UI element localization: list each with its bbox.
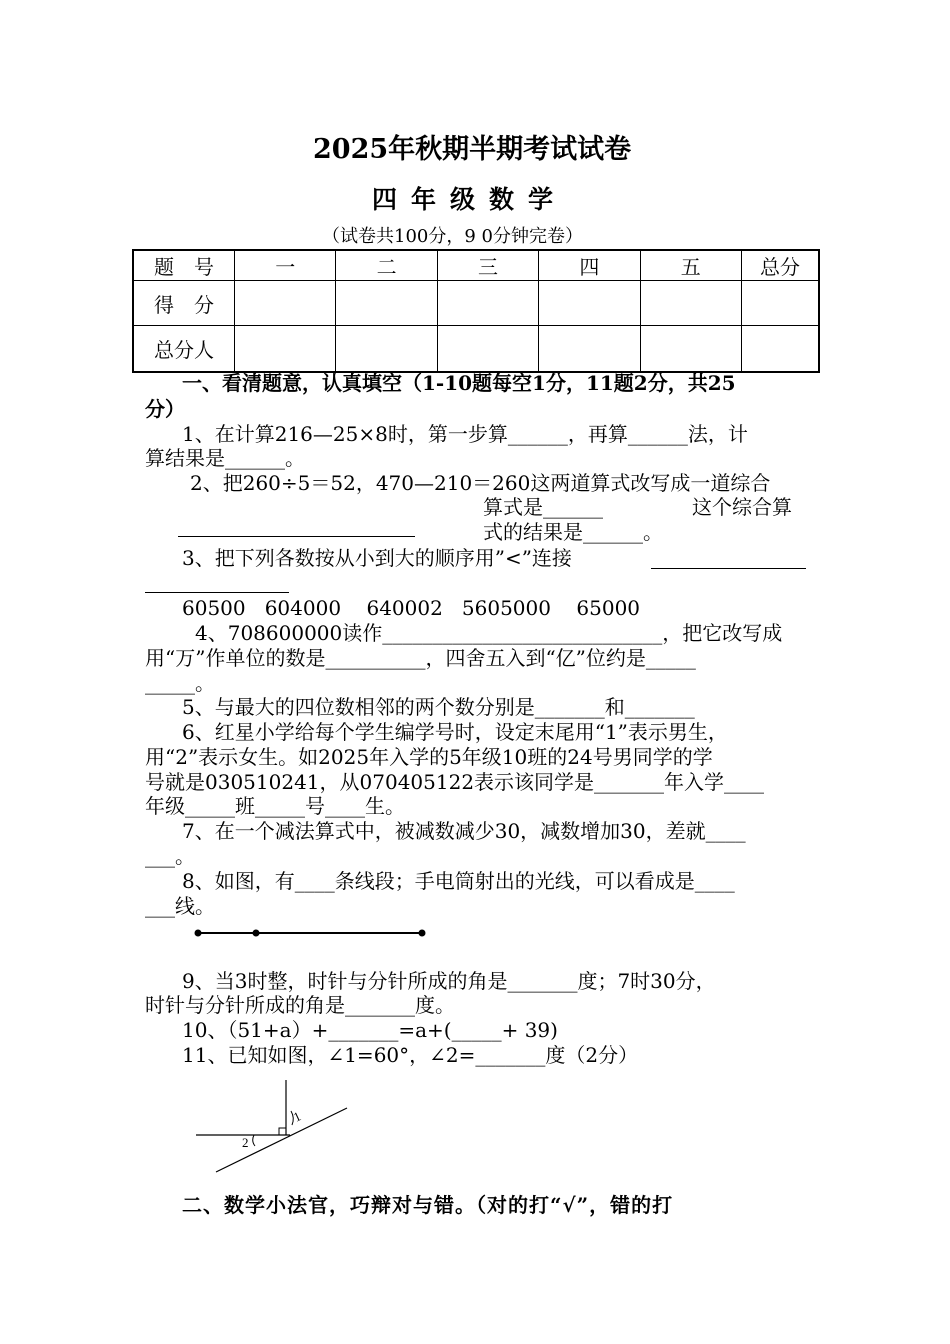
section1-heading: 一、看清题意，认真填空（1-10题每空1分，11题2分，共25 xyxy=(182,371,736,395)
segment-figure xyxy=(190,924,430,944)
q2-line3: 式的结果是______。 xyxy=(483,520,663,544)
q2-line2a: 算式是______ xyxy=(483,495,603,519)
right-angle-mark xyxy=(279,1128,286,1135)
angle1-label: 1 xyxy=(290,1108,304,1125)
score-table xyxy=(132,249,820,373)
score-cell[interactable] xyxy=(336,281,437,326)
q4-line3: _____。 xyxy=(145,671,215,695)
angle2-arc xyxy=(253,1135,255,1146)
q1-line2: 算结果是______。 xyxy=(145,446,305,470)
scorer-row-label: 总分人 xyxy=(133,326,235,372)
q8-line2: ___线。 xyxy=(145,894,215,918)
scorer-cell[interactable] xyxy=(742,326,820,372)
q7-line1: 7、在一个减法算式中，被减数减少30，减数增加30，差就____ xyxy=(182,819,746,843)
score-table-header-cell: 三 xyxy=(437,250,538,281)
scorer-cell[interactable] xyxy=(539,326,640,372)
q11: 11、已知如图，∠1=60°，∠2=_______度（2分） xyxy=(182,1043,639,1067)
q9-line1: 9、当3时整，时针与分针所成的角是_______度；7时30分， xyxy=(182,969,716,993)
angle2-label: 2 xyxy=(242,1135,249,1150)
score-table-header-cell: 题 号 xyxy=(133,250,235,281)
q3-numbers: 60500 604000 640002 5605000 65000 xyxy=(182,596,641,620)
angle-figure xyxy=(192,1076,352,1176)
q6-line4: 年级_____班_____号____生。 xyxy=(145,794,405,818)
score-cell[interactable] xyxy=(235,281,336,326)
exam-subtitle: 四年级数学 xyxy=(372,185,568,214)
score-row xyxy=(133,281,819,326)
q2-answer-line[interactable] xyxy=(178,536,415,537)
score-table-header-cell: 总分 xyxy=(742,250,820,281)
score-table-header-cell: 二 xyxy=(336,250,437,281)
q2-line1: 2、把260÷5＝52，470—210＝260这两道算式改写成一道综合 xyxy=(190,471,771,495)
scorer-cell[interactable] xyxy=(235,326,336,372)
score-cell[interactable] xyxy=(640,281,741,326)
q10: 10、（51+a）+_______=a+(_____+ 39) xyxy=(182,1018,558,1042)
segment-point xyxy=(419,930,426,937)
q2-line2b: 这个综合算 xyxy=(692,495,792,519)
q5: 5、与最大的四位数相邻的两个数分别是_______和_______ xyxy=(182,695,695,719)
slanted-line xyxy=(216,1108,347,1172)
score-table-header-cell: 五 xyxy=(640,250,741,281)
scorer-cell[interactable] xyxy=(437,326,538,372)
score-cell[interactable] xyxy=(437,281,538,326)
q4-line2: 用“万”作单位的数是__________，四舍五入到“亿”位约是_____ xyxy=(145,646,696,670)
q6-line1: 6、红星小学给每个学生编学号时，设定末尾用“1”表示男生， xyxy=(182,720,728,744)
q6-line3: 号就是030510241，从070405122表示该同学是_______年入学____ xyxy=(145,770,765,794)
score-cell[interactable] xyxy=(742,281,820,326)
scorer-cell[interactable] xyxy=(336,326,437,372)
q3-answer-line[interactable] xyxy=(651,568,806,569)
score-cell[interactable] xyxy=(539,281,640,326)
q6-line2: 用“2”表示女生。如2025年入学的5年级10班的24号男同学的学 xyxy=(145,745,713,769)
score-row-label: 得 分 xyxy=(133,281,235,326)
score-table-header-cell: 一 xyxy=(235,250,336,281)
q1-line1: 1、在计算216—25×8时，第一步算______，再算______法，计 xyxy=(182,422,748,446)
segment-point xyxy=(195,930,202,937)
score-table-header-cell: 四 xyxy=(539,250,640,281)
q7-line2: ___。 xyxy=(145,844,195,868)
exam-title: 2025年秋期半期考试试卷 xyxy=(313,134,632,165)
exam-note: （试卷共100分，9 0分钟完卷） xyxy=(322,226,583,247)
q8-line1: 8、如图，有____条线段；手电筒射出的光线，可以看成是____ xyxy=(182,869,735,893)
q3-line1: 3、把下列各数按从小到大的顺序用”<”连接 xyxy=(182,546,572,570)
score-table-header-row xyxy=(133,250,819,281)
q3-answer-line-cont[interactable] xyxy=(145,592,289,593)
section1-heading-cont: 分） xyxy=(145,397,185,421)
q9-line2: 时针与分针所成的角是_______度。 xyxy=(145,993,455,1017)
scorer-row xyxy=(133,326,819,372)
scorer-cell[interactable] xyxy=(640,326,741,372)
q4-line1: 4、708600000读作____________________________，把它改写成 xyxy=(195,621,783,645)
segment-point xyxy=(253,930,260,937)
section2-heading: 二、数学小法官，巧辩对与错。（对的打“√”，错的打 xyxy=(182,1193,674,1217)
